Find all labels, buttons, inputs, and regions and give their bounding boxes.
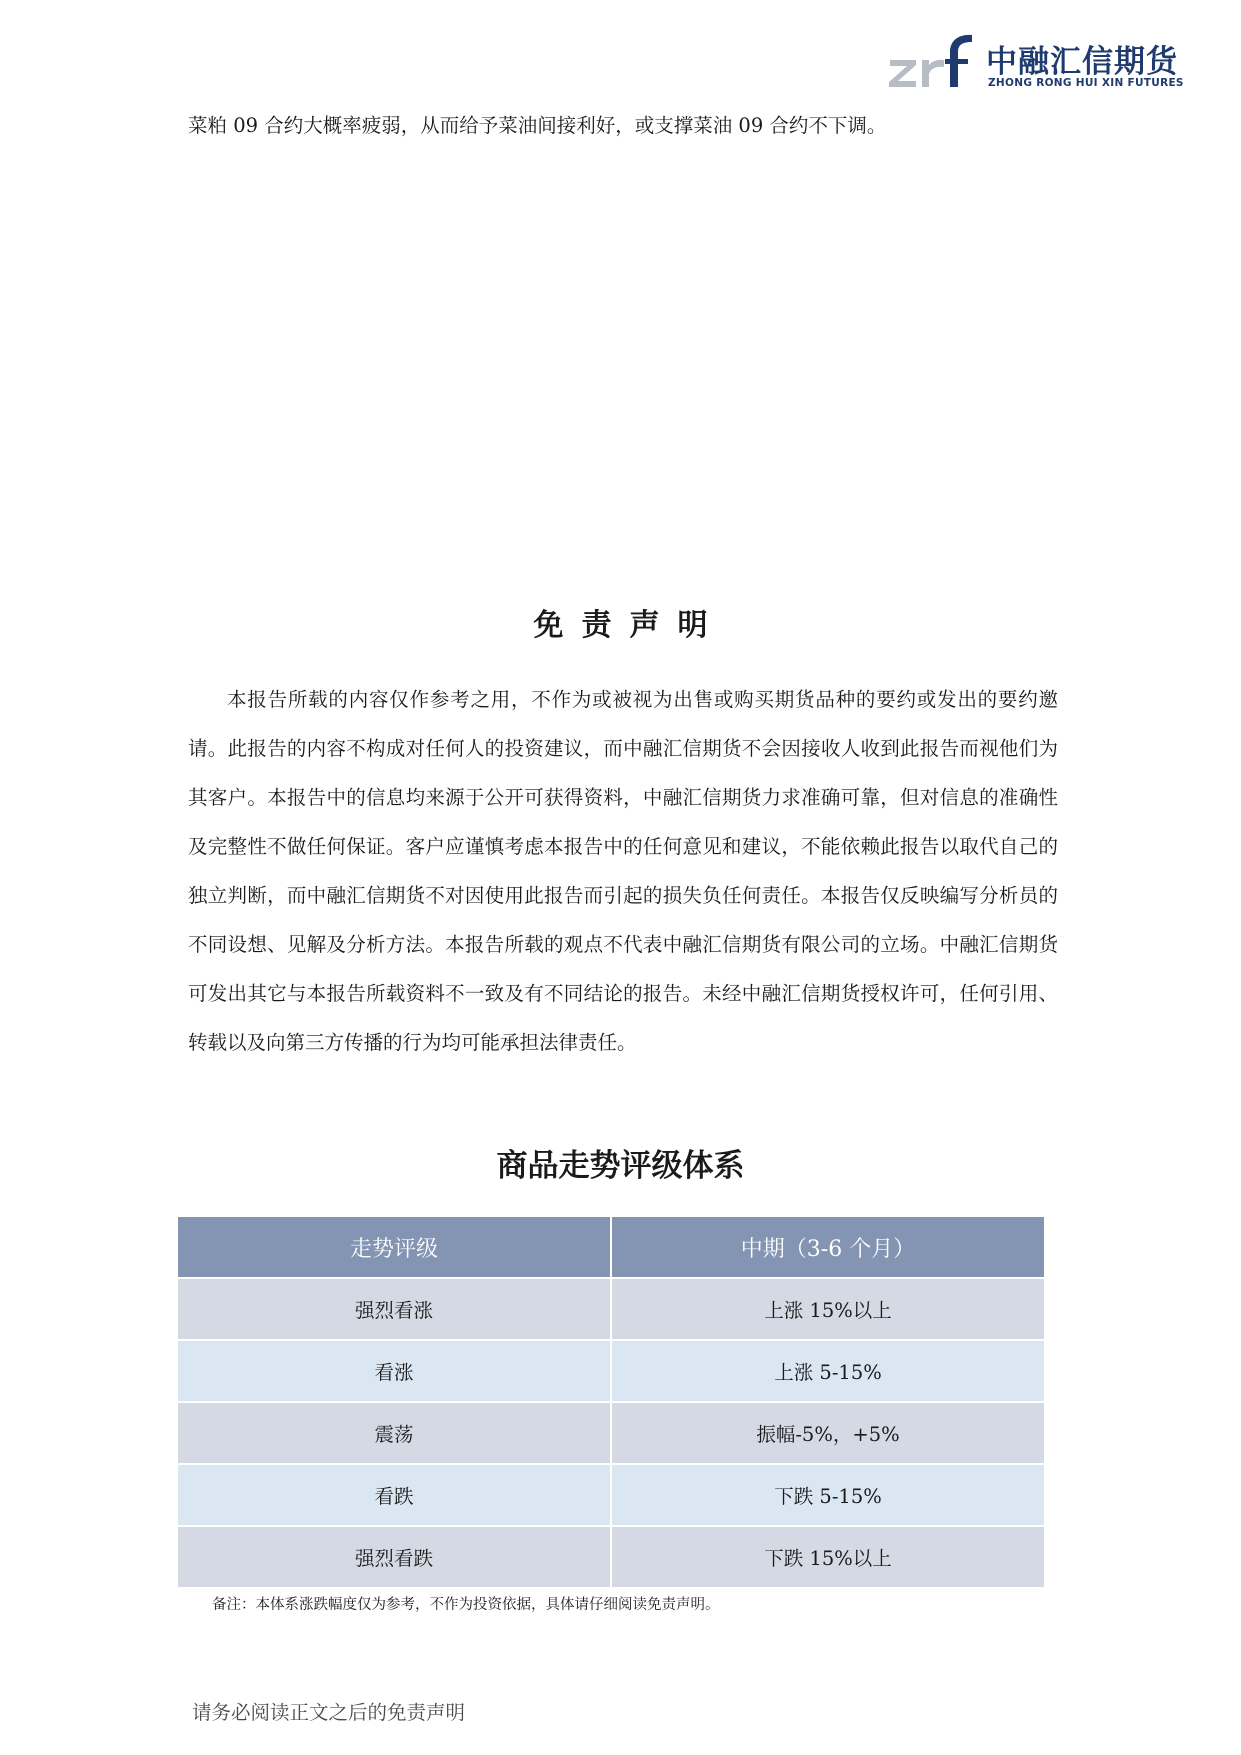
table-row [177,1340,1045,1402]
footer-notice: 请务必阅读正文之后的免责声明 [192,1701,466,1724]
company-logo [888,30,1184,92]
table-row [177,1402,1045,1464]
disclaimer-title: 免责声明 [533,608,726,643]
disclaimer-text: 本报告所载的内容仅作参考之用，不作为或被视为出售或购买期货品种的要约或发出的要约邀请。此报告的内容不构成对任何人的投资建议，而中融汇信期货不会因接收人收到此报告而视他们为其客户。本报告中的信息均来源于公开可获得资料，中融汇信期货力求准确可靠，但对信息的准确性及完整性不做任何保证。客户应谨慎考虑本报告中的任何意见和建议，不能依赖此报告以取代自己的独立判断，而中融汇信期货不对因使用此报告而引起的损失负任何责任。本报告仅反映编写分析员的不同设想、见解及分析方法。本报告所载的观点不代表中融汇信期货有限公司的立场。中融汇信期货可发出其它与本报告所载资料不一致及有不同结论的报告。未经中融汇信期货授权许可，任何引用、转载以及向第三方传播的行为均可能承担法律责任。 [188,688,1058,1054]
body-text-line: 菜粕 09 合约大概率疲弱，从而给予菜油间接利好，或支撑菜油 09 合约不下调。 [188,114,887,137]
range-cell: 振幅-5%，+5% [611,1402,1045,1464]
range-cell: 上涨 5-15% [611,1340,1045,1402]
logo-chinese-name: 中融汇信期货 [986,44,1178,80]
range-cell: 上涨 15%以上 [611,1278,1045,1340]
rating-cell: 震荡 [177,1402,611,1464]
rating-system-title: 商品走势评级体系 [496,1148,745,1184]
rating-cell: 看涨 [177,1340,611,1402]
rating-note: 备注：本体系涨跌幅度仅为参考，不作为投资依据，具体请仔细阅读免责声明。 [212,1597,720,1613]
rating-cell: 强烈看跌 [177,1526,611,1588]
header-midterm: 中期（3-6 个月） [611,1216,1045,1278]
header-rating: 走势评级 [177,1216,611,1278]
rating-table [176,1215,1046,1589]
table-row [177,1464,1045,1526]
table-row [177,1278,1045,1340]
rating-table-header-row [177,1216,1045,1278]
range-cell: 下跌 5-15% [611,1464,1045,1526]
range-cell: 下跌 15%以上 [611,1526,1045,1588]
rating-cell: 强烈看涨 [177,1278,611,1340]
logo-english-name: ZHONG RONG HUI XIN FUTURES [988,77,1184,89]
table-row [177,1526,1045,1588]
rating-cell: 看跌 [177,1464,611,1526]
znf-logo-mark [888,30,984,92]
